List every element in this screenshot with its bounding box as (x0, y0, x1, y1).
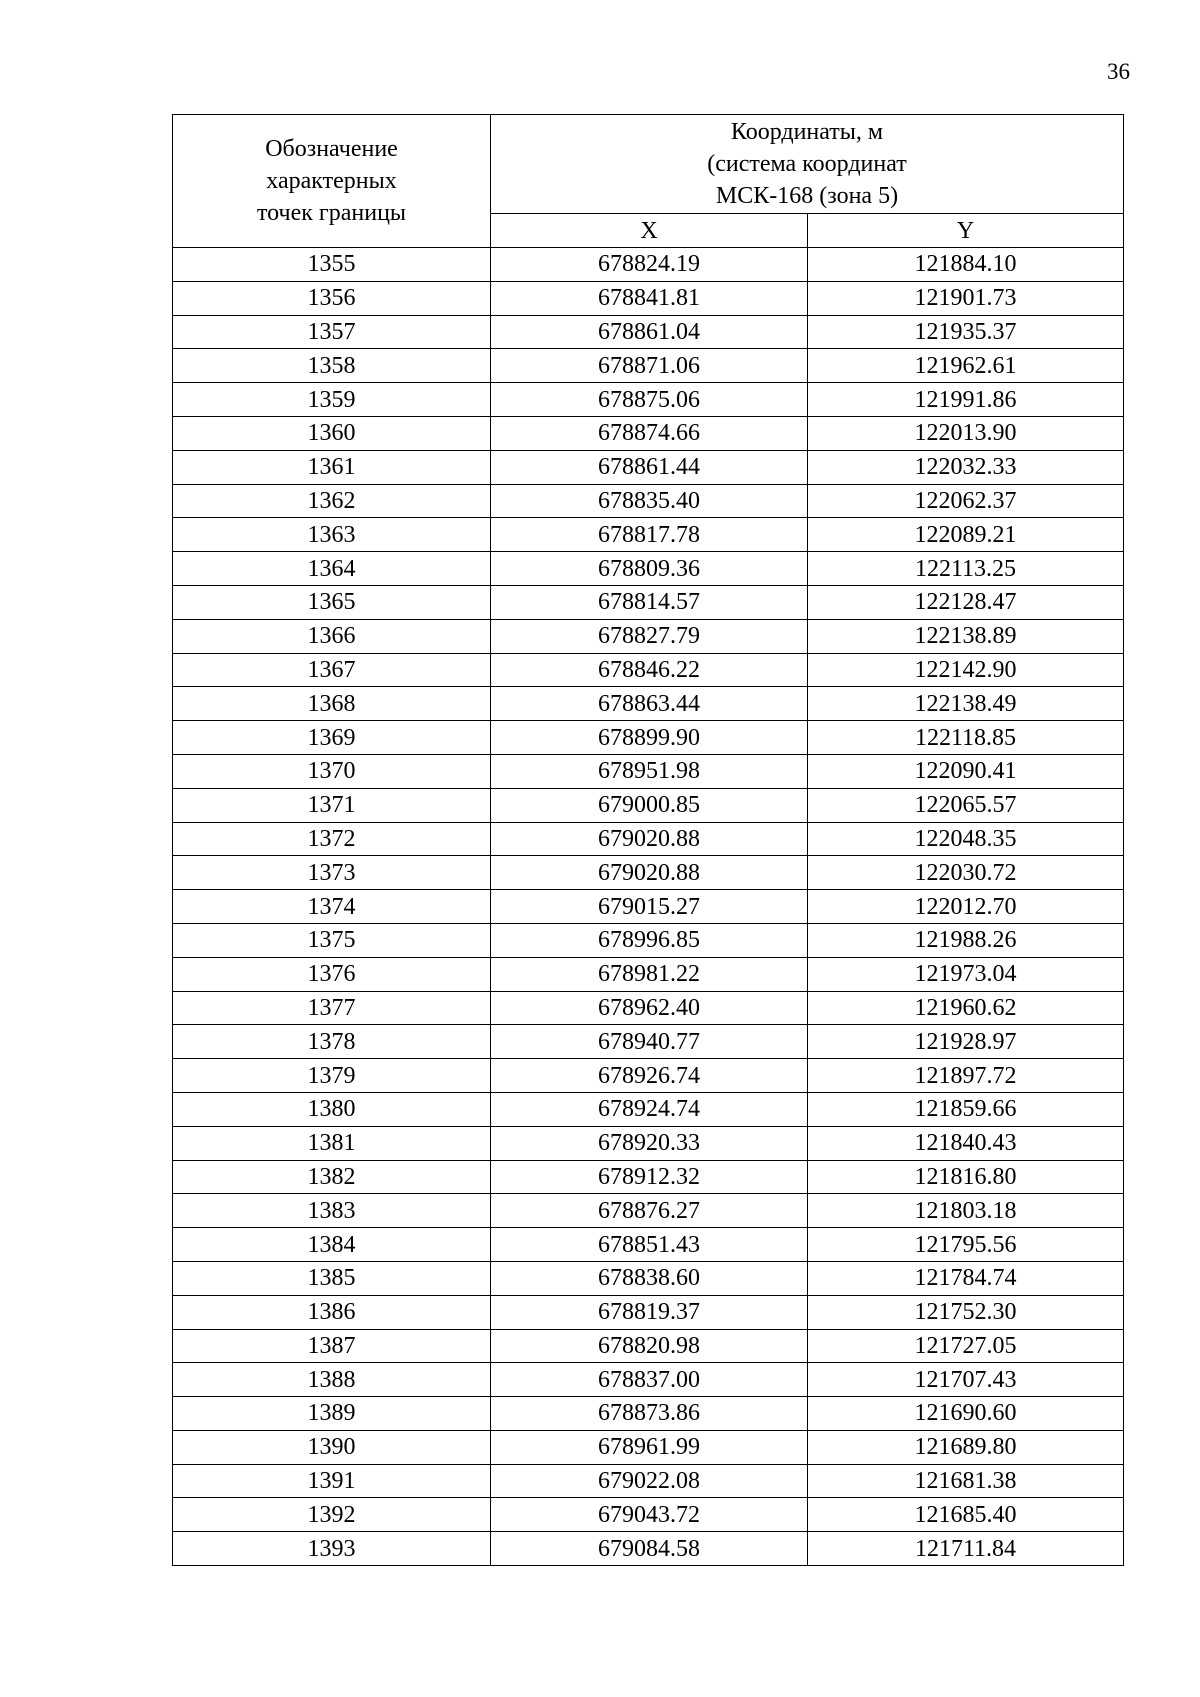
x-coordinate-cell: 678846.22 (491, 653, 808, 687)
table-row (173, 1194, 1124, 1228)
x-coordinate-cell: 678876.27 (491, 1194, 808, 1228)
y-coordinate-cell: 121685.40 (808, 1498, 1124, 1532)
coordinates-header (491, 115, 1124, 214)
y-coordinate-cell: 121690.60 (808, 1397, 1124, 1431)
table-row (173, 484, 1124, 518)
y-coordinate-cell: 121840.43 (808, 1126, 1124, 1160)
point-id-cell: 1372 (173, 822, 491, 856)
point-id-cell: 1369 (173, 721, 491, 755)
point-id-cell: 1359 (173, 383, 491, 417)
table-row (173, 1295, 1124, 1329)
y-coordinate-cell: 122032.33 (808, 450, 1124, 484)
point-id-cell: 1356 (173, 281, 491, 315)
y-coordinate-cell: 122142.90 (808, 653, 1124, 687)
y-coordinate-cell: 122062.37 (808, 484, 1124, 518)
point-id-cell: 1365 (173, 585, 491, 619)
table-row (173, 957, 1124, 991)
y-coordinate-cell: 122089.21 (808, 518, 1124, 552)
table-row (173, 1092, 1124, 1126)
page-number: 36 (1107, 59, 1130, 84)
point-id-cell: 1387 (173, 1329, 491, 1363)
point-id-cell: 1393 (173, 1532, 491, 1566)
x-coordinate-cell: 678951.98 (491, 754, 808, 788)
point-id-cell: 1375 (173, 923, 491, 957)
table-row (173, 890, 1124, 924)
x-coordinate-cell: 678962.40 (491, 991, 808, 1025)
y-coordinate-cell: 121897.72 (808, 1059, 1124, 1093)
table-row (173, 1363, 1124, 1397)
table-row (173, 552, 1124, 586)
point-id-cell: 1377 (173, 991, 491, 1025)
table-row (173, 281, 1124, 315)
y-coordinate-cell: 121928.97 (808, 1025, 1124, 1059)
point-id-cell: 1366 (173, 619, 491, 653)
point-id-cell: 1368 (173, 687, 491, 721)
x-coordinate-cell: 678924.74 (491, 1092, 808, 1126)
x-coordinate-cell: 678875.06 (491, 383, 808, 417)
y-coordinate-cell: 121795.56 (808, 1228, 1124, 1262)
x-coordinate-cell: 679020.88 (491, 822, 808, 856)
y-coordinate-cell: 122048.35 (808, 822, 1124, 856)
x-coordinate-cell: 678827.79 (491, 619, 808, 653)
x-coordinate-cell: 679000.85 (491, 788, 808, 822)
point-id-cell: 1389 (173, 1397, 491, 1431)
point-id-cell: 1361 (173, 450, 491, 484)
header-line: точек границы (256, 200, 407, 226)
y-coordinate-cell: 121816.80 (808, 1160, 1124, 1194)
header-line: Координаты, м (730, 119, 884, 145)
y-column-header: Y (808, 214, 1124, 248)
point-id-cell: 1374 (173, 890, 491, 924)
x-coordinate-cell: 678819.37 (491, 1295, 808, 1329)
point-designation-header (173, 115, 491, 248)
x-coordinate-cell: 679015.27 (491, 890, 808, 924)
point-id-cell: 1392 (173, 1498, 491, 1532)
point-id-cell: 1388 (173, 1363, 491, 1397)
table-row (173, 1430, 1124, 1464)
table-row (173, 383, 1124, 417)
x-coordinate-cell: 679084.58 (491, 1532, 808, 1566)
header-line: Обозначение (265, 136, 398, 162)
table-row (173, 653, 1124, 687)
point-id-cell: 1384 (173, 1228, 491, 1262)
y-coordinate-cell: 121960.62 (808, 991, 1124, 1025)
x-coordinate-cell: 678874.66 (491, 416, 808, 450)
table-row (173, 416, 1124, 450)
y-coordinate-cell: 121681.38 (808, 1464, 1124, 1498)
point-id-cell: 1390 (173, 1430, 491, 1464)
point-id-cell: 1382 (173, 1160, 491, 1194)
y-coordinate-cell: 121884.10 (808, 248, 1124, 282)
x-coordinate-cell: 678820.98 (491, 1329, 808, 1363)
point-id-cell: 1381 (173, 1126, 491, 1160)
x-coordinate-cell: 678838.60 (491, 1261, 808, 1295)
x-coordinate-cell: 679020.88 (491, 856, 808, 890)
table-row (173, 1126, 1124, 1160)
point-id-cell: 1386 (173, 1295, 491, 1329)
table-row (173, 585, 1124, 619)
y-coordinate-cell: 122138.49 (808, 687, 1124, 721)
y-coordinate-cell: 122118.85 (808, 721, 1124, 755)
table-row (173, 1160, 1124, 1194)
point-id-cell: 1367 (173, 653, 491, 687)
table-row (173, 1532, 1124, 1566)
x-coordinate-cell: 678835.40 (491, 484, 808, 518)
table-row (173, 687, 1124, 721)
x-coordinate-cell: 678817.78 (491, 518, 808, 552)
table-row (173, 619, 1124, 653)
x-coordinate-cell: 678851.43 (491, 1228, 808, 1262)
header-line: МСК-168 (зона 5) (715, 183, 899, 209)
table-row (173, 450, 1124, 484)
table-row (173, 1059, 1124, 1093)
table-row (173, 991, 1124, 1025)
x-coordinate-cell: 678809.36 (491, 552, 808, 586)
point-id-cell: 1383 (173, 1194, 491, 1228)
x-coordinate-cell: 678940.77 (491, 1025, 808, 1059)
table-row (173, 1498, 1124, 1532)
header-line: (система координат (707, 151, 907, 177)
table-row (173, 1329, 1124, 1363)
table-row (173, 1261, 1124, 1295)
table-row (173, 822, 1124, 856)
point-id-cell: 1385 (173, 1261, 491, 1295)
y-coordinate-cell: 121859.66 (808, 1092, 1124, 1126)
y-coordinate-cell: 121803.18 (808, 1194, 1124, 1228)
table-body (173, 248, 1124, 1566)
x-coordinate-cell: 678920.33 (491, 1126, 808, 1160)
x-coordinate-cell: 678863.44 (491, 687, 808, 721)
y-coordinate-cell: 121973.04 (808, 957, 1124, 991)
y-coordinate-cell: 122138.89 (808, 619, 1124, 653)
point-id-cell: 1370 (173, 754, 491, 788)
y-coordinate-cell: 122012.70 (808, 890, 1124, 924)
point-id-cell: 1357 (173, 315, 491, 349)
x-coordinate-cell: 679022.08 (491, 1464, 808, 1498)
table-row (173, 1464, 1124, 1498)
y-coordinate-cell: 122065.57 (808, 788, 1124, 822)
table-row (173, 923, 1124, 957)
x-coordinate-cell: 678861.44 (491, 450, 808, 484)
y-coordinate-cell: 121962.61 (808, 349, 1124, 383)
x-coordinate-cell: 678873.86 (491, 1397, 808, 1431)
point-id-cell: 1373 (173, 856, 491, 890)
table-row (173, 248, 1124, 282)
x-coordinate-cell: 678899.90 (491, 721, 808, 755)
y-coordinate-cell: 122013.90 (808, 416, 1124, 450)
x-coordinate-cell: 678981.22 (491, 957, 808, 991)
table-row (173, 1025, 1124, 1059)
y-coordinate-cell: 122090.41 (808, 754, 1124, 788)
point-id-cell: 1378 (173, 1025, 491, 1059)
point-id-cell: 1360 (173, 416, 491, 450)
table-row (173, 315, 1124, 349)
table-row (173, 721, 1124, 755)
x-coordinate-cell: 678961.99 (491, 1430, 808, 1464)
x-coordinate-cell: 678814.57 (491, 585, 808, 619)
x-coordinate-cell: 678841.81 (491, 281, 808, 315)
y-coordinate-cell: 121991.86 (808, 383, 1124, 417)
point-id-cell: 1380 (173, 1092, 491, 1126)
x-coordinate-cell: 678996.85 (491, 923, 808, 957)
point-id-cell: 1355 (173, 248, 491, 282)
y-coordinate-cell: 122128.47 (808, 585, 1124, 619)
y-coordinate-cell: 121689.80 (808, 1430, 1124, 1464)
x-coordinate-cell: 678824.19 (491, 248, 808, 282)
y-coordinate-cell: 121784.74 (808, 1261, 1124, 1295)
y-coordinate-cell: 122030.72 (808, 856, 1124, 890)
x-column-header: X (491, 214, 808, 248)
table-row (173, 754, 1124, 788)
x-coordinate-cell: 678861.04 (491, 315, 808, 349)
x-coordinate-cell: 678912.32 (491, 1160, 808, 1194)
y-coordinate-cell: 121727.05 (808, 1329, 1124, 1363)
table-row (173, 518, 1124, 552)
point-id-cell: 1363 (173, 518, 491, 552)
point-id-cell: 1379 (173, 1059, 491, 1093)
x-coordinate-cell: 678871.06 (491, 349, 808, 383)
y-coordinate-cell: 121752.30 (808, 1295, 1124, 1329)
y-coordinate-cell: 121988.26 (808, 923, 1124, 957)
y-coordinate-cell: 121901.73 (808, 281, 1124, 315)
point-id-cell: 1362 (173, 484, 491, 518)
point-id-cell: 1376 (173, 957, 491, 991)
table-row (173, 349, 1124, 383)
table-row (173, 788, 1124, 822)
x-coordinate-cell: 678837.00 (491, 1363, 808, 1397)
header-line: характерных (266, 168, 397, 194)
coordinates-table (172, 114, 1124, 1566)
point-id-cell: 1364 (173, 552, 491, 586)
point-id-cell: 1391 (173, 1464, 491, 1498)
y-coordinate-cell: 121707.43 (808, 1363, 1124, 1397)
x-coordinate-cell: 679043.72 (491, 1498, 808, 1532)
table-row (173, 1228, 1124, 1262)
point-id-cell: 1358 (173, 349, 491, 383)
y-coordinate-cell: 122113.25 (808, 552, 1124, 586)
y-coordinate-cell: 121711.84 (808, 1532, 1124, 1566)
table-row (173, 856, 1124, 890)
x-coordinate-cell: 678926.74 (491, 1059, 808, 1093)
table-row (173, 1397, 1124, 1431)
y-coordinate-cell: 121935.37 (808, 315, 1124, 349)
point-id-cell: 1371 (173, 788, 491, 822)
